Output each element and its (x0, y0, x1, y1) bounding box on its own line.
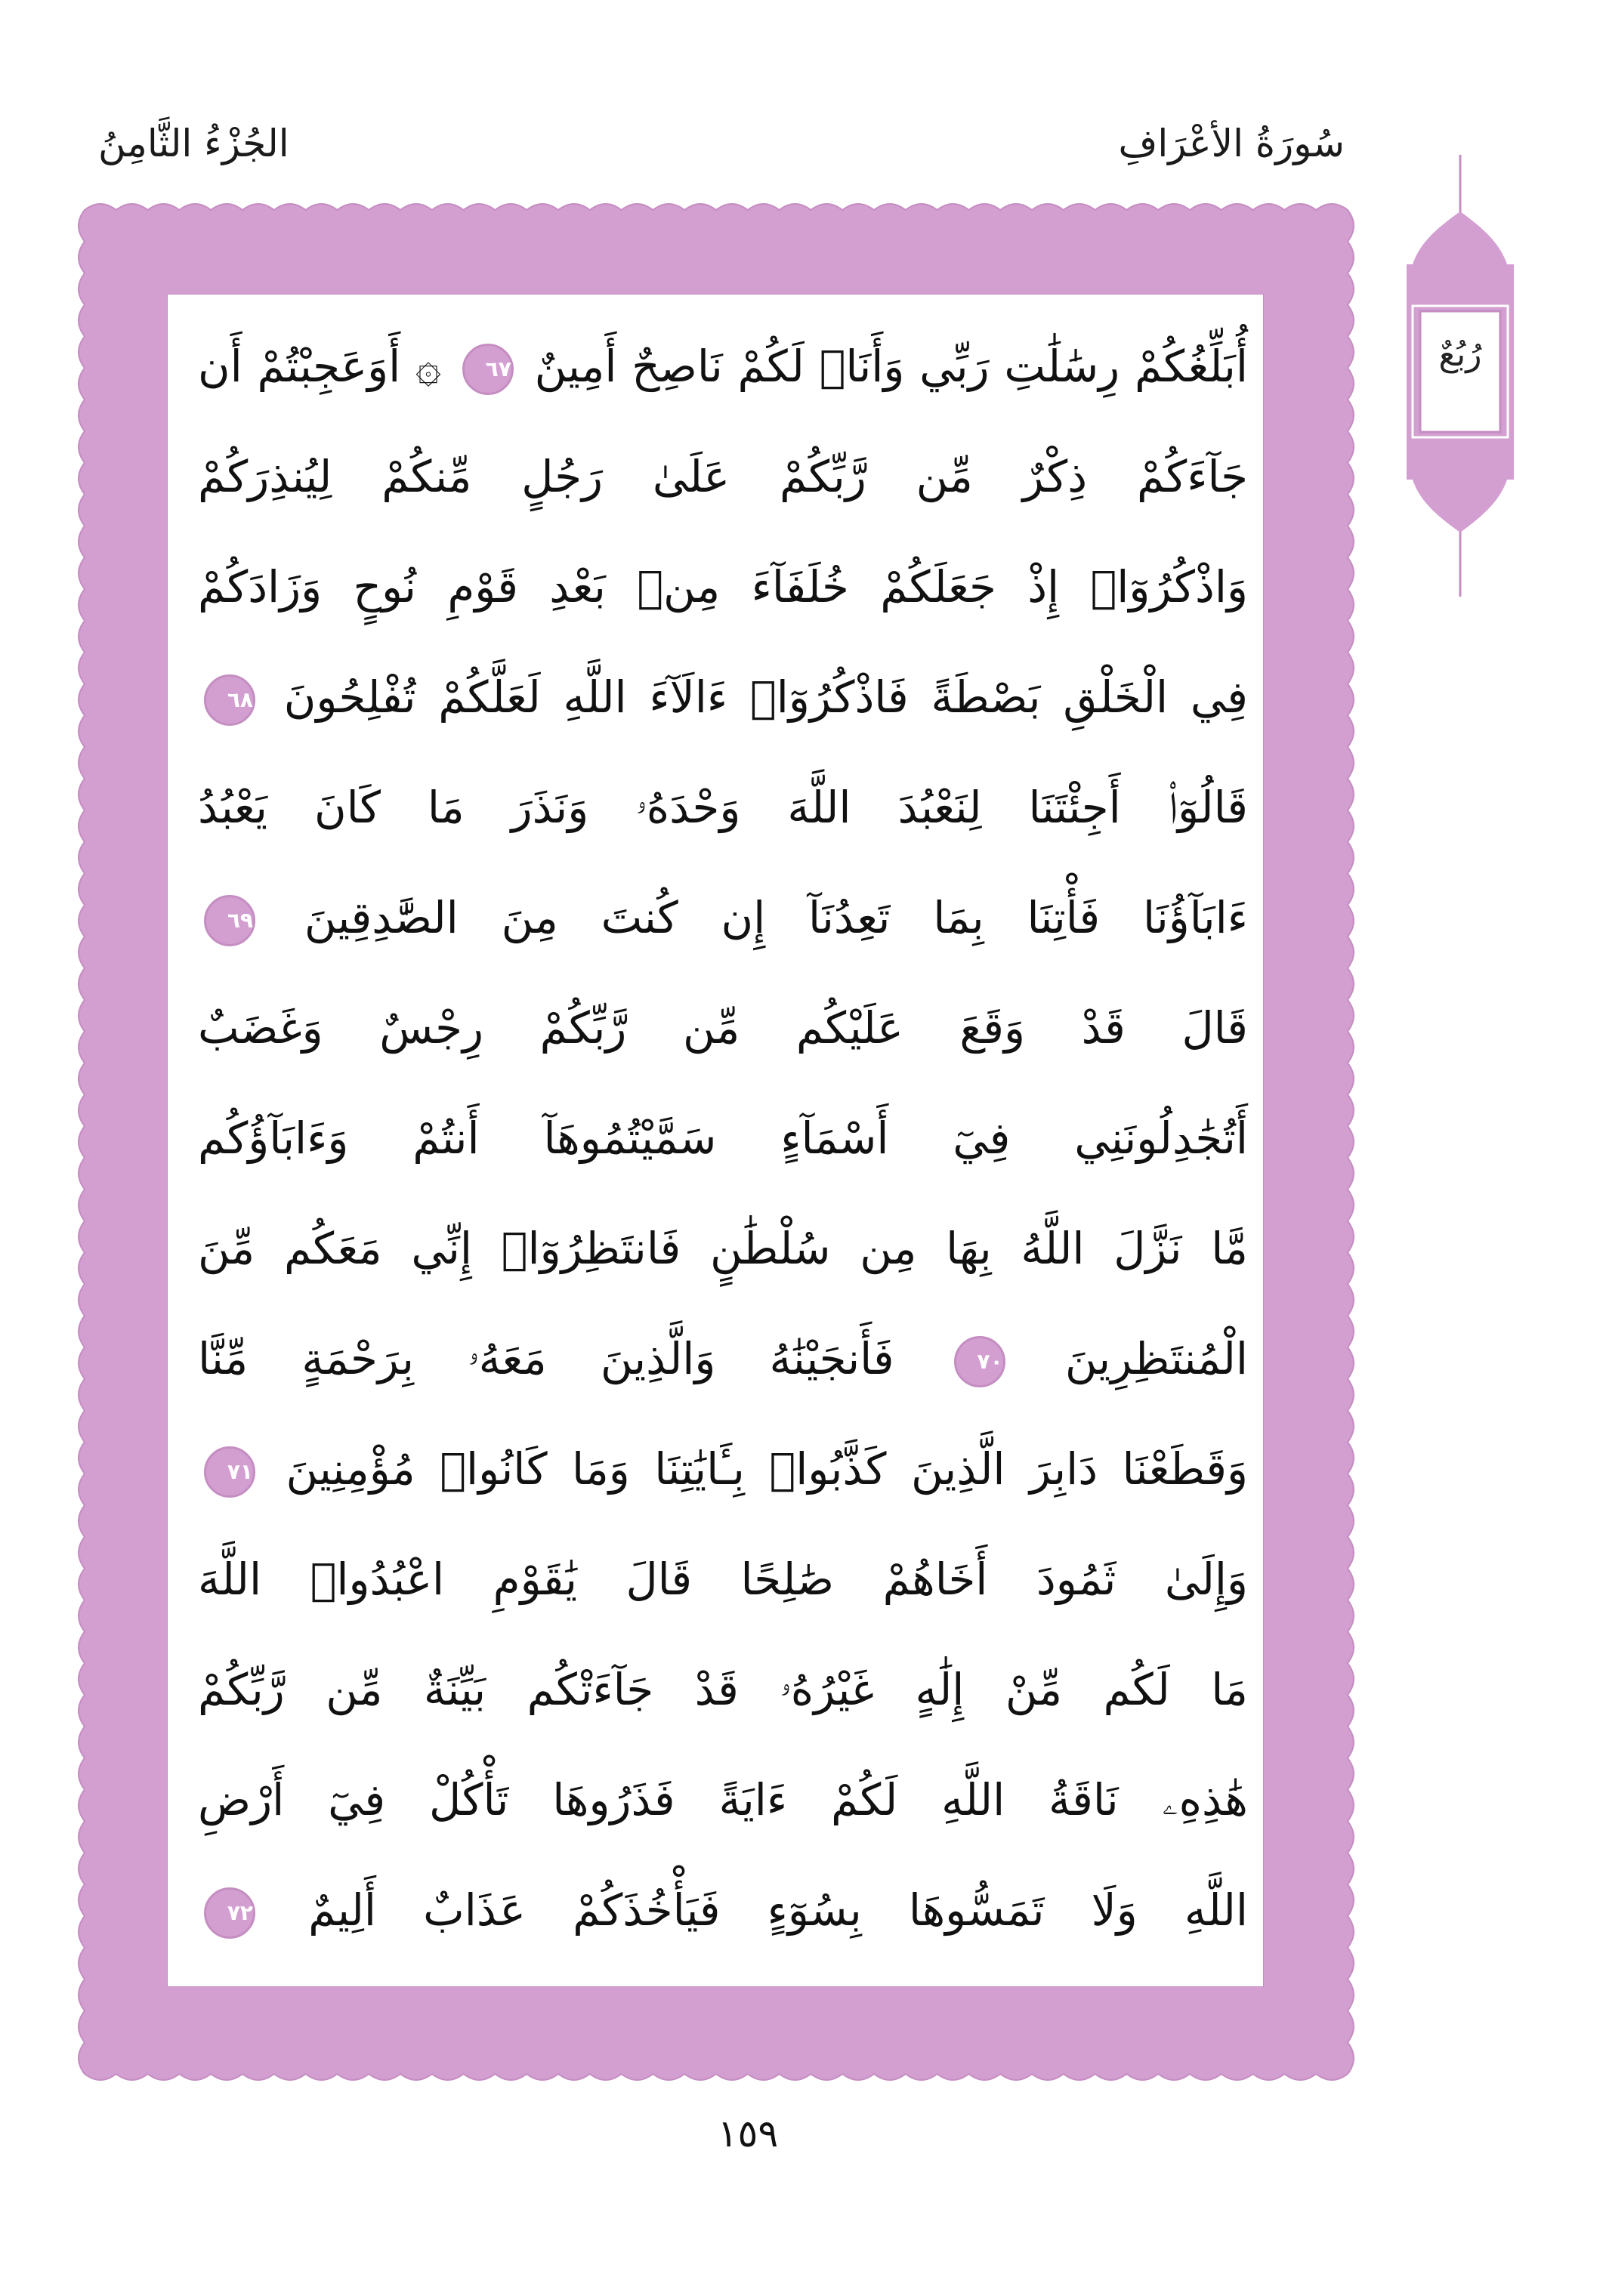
quran-text-segment: ءَابَآؤُنَا فَأْتِنَا بِمَا تَعِدُنَآ إِن كُنتَ مِنَ الصَّٰدِقِينَ (304, 892, 1249, 943)
quran-text-segment: هَٰذِهِۦ نَاقَةُ اللَّهِ لَكُمْ ءَايَةً فَذَرُوهَا تَأْكُلْ فِيٓ أَرْضِ (198, 1774, 1248, 1825)
quran-line (198, 1523, 1248, 1636)
quran-text-segment: اللَّهِ وَلَا تَمَسُّوهَا بِسُوٓءٍ فَيَأْخُذَكُمْ عَذَابٌ أَلِيمٌ (308, 1884, 1248, 1936)
quran-line (198, 1412, 1248, 1526)
quran-line (198, 861, 1248, 974)
ayah-number-marker: ٦٩ (204, 895, 255, 946)
quran-text-segment: قَالَ قَدْ وَقَعَ عَلَيْكُم مِّن رَّبِّكُمْ رِجْسٌ وَغَضَبٌ (198, 1002, 1248, 1054)
quran-line (198, 1743, 1248, 1856)
quran-text-segment: وَاذْكُرُوٓا۟ إِذْ جَعَلَكُمْ خُلَفَآءَ مِنۢ بَعْدِ قَوْمِ نُوحٍ وَزَادَكُمْ (198, 561, 1248, 613)
quran-text-segment: وَقَطَعْنَا دَابِرَ الَّذِينَ كَذَّبُوا۟ بِـَٔايَٰتِنَا وَمَا كَانُوا۟ مُؤْمِنِينَ (286, 1443, 1249, 1495)
quran-text-segment: مَا لَكُم مِّنْ إِلَٰهٍ غَيْرُهُۥ قَدْ جَآءَتْكُم بَيِّنَةٌ مِّن رَّبِّكُمْ (198, 1664, 1248, 1715)
quran-line (198, 1853, 1248, 1967)
quran-line (198, 1082, 1248, 1195)
quran-text-segment: أُبَلِّغُكُمْ رِسَٰلَٰتِ رَبِّي وَأَنَا۠ لَكُمْ نَاصِحٌ أَمِينٌ (534, 341, 1249, 392)
quran-text-segment: أَتُجَٰدِلُونَنِي فِيٓ أَسْمَآءٍ سَمَّيْتُمُوهَآ أَنتُمْ وَءَابَآؤُكُم (198, 1113, 1248, 1164)
quran-line (198, 530, 1248, 643)
quran-text-segment: فِي الْخَلْقِ بَصْطَةً فَاذْكُرُوٓا۟ ءَالَآءَ اللَّهِ لَعَلَّكُمْ تُفْلِحُونَ (283, 671, 1249, 723)
page-number: ١٥٩ (717, 2112, 779, 2156)
quran-line (198, 420, 1248, 533)
ayah-number-marker: ٦٧ (462, 344, 514, 395)
ayah-number-marker: ٧٢ (204, 1887, 255, 1939)
surah-name-header: سُورَةُ الأعْرَافِ (1118, 122, 1345, 165)
quran-text-area (168, 295, 1263, 1986)
quran-text-segment: ۞ أَوَعَجِبْتُمْ أَن (198, 341, 442, 392)
quran-text-segment: فَأَنجَيْنَٰهُ وَالَّذِينَ مَعَهُۥ بِرَحْمَةٍ مِّنَّا (198, 1333, 894, 1384)
juz-name-header: الجُزْءُ الثَّامِنُ (98, 122, 289, 165)
quran-line (198, 1302, 1248, 1415)
quran-line (198, 751, 1248, 864)
rub-label: رُبُعٌ (1438, 335, 1482, 374)
quran-text-segment: الْمُنتَظِرِينَ (1064, 1333, 1249, 1384)
quran-text-segment: قَالُوٓا۟ أَجِئْتَنَا لِنَعْبُدَ اللَّهَ وَحْدَهُۥ وَنَذَرَ مَا كَانَ يَعْبُدُ (198, 782, 1248, 833)
quran-text-segment: جَآءَكُمْ ذِكْرٌ مِّن رَّبِّكُمْ عَلَىٰ رَجُلٍ مِّنكُمْ لِيُنذِرَكُمْ (198, 451, 1248, 502)
quran-line (198, 1633, 1248, 1746)
quran-line (198, 310, 1248, 423)
quran-text-segment: مَّا نَزَّلَ اللَّهُ بِهَا مِن سُلْطَٰنٍ فَانتَظِرُوٓا۟ إِنِّي مَعَكُم مِّنَ (198, 1223, 1248, 1274)
quran-line (198, 1192, 1248, 1305)
quran-line (198, 640, 1248, 754)
ayah-number-marker: ٧١ (204, 1446, 255, 1498)
quran-text-segment: وَإِلَىٰ ثَمُودَ أَخَاهُمْ صَٰلِحًا قَالَ يَٰقَوْمِ اعْبُدُوا۟ اللَّهَ (198, 1554, 1248, 1605)
ayah-number-marker: ٧٠ (954, 1336, 1005, 1387)
ayah-number-marker: ٦٨ (204, 674, 255, 726)
quran-line (198, 971, 1248, 1085)
